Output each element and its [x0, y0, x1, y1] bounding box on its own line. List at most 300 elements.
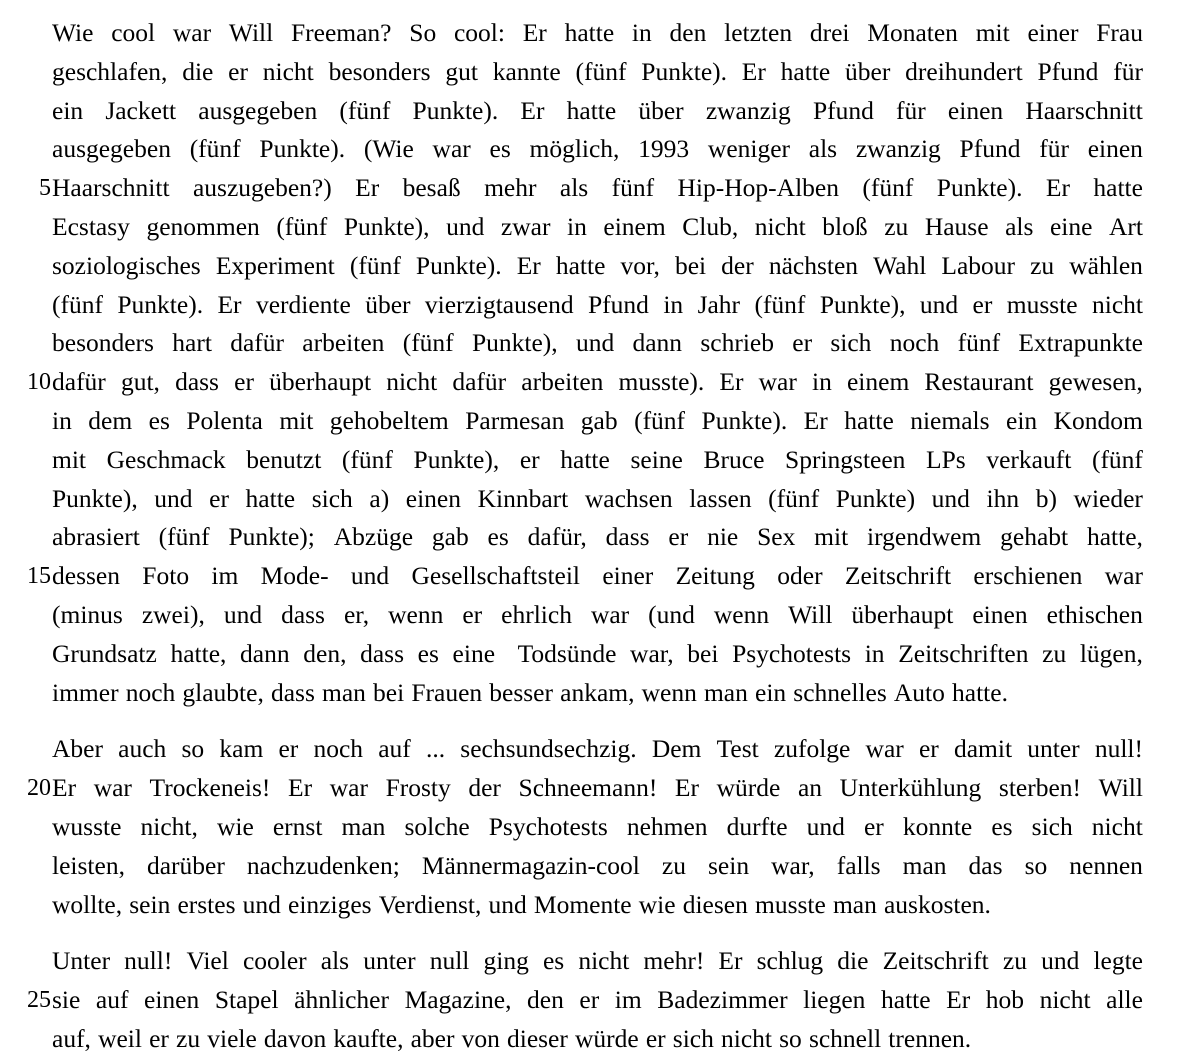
- word: sein: [129, 889, 171, 919]
- word: (Wie: [363, 134, 414, 164]
- word: null: [429, 946, 470, 976]
- word: in: [631, 18, 652, 47]
- word: (fünf: [1091, 444, 1143, 474]
- word: einziges: [288, 889, 372, 919]
- word: damit: [953, 734, 1013, 764]
- line-text: [52, 886, 1143, 925]
- word: Frau: [1096, 18, 1143, 47]
- word: dass: [360, 638, 405, 668]
- word: Mode-: [260, 561, 329, 591]
- word: abrasiert: [52, 522, 140, 552]
- word: besaß: [402, 173, 461, 203]
- word: wie: [638, 889, 676, 919]
- word: Schneemann!: [518, 773, 658, 803]
- word: nicht: [386, 367, 438, 397]
- word: (fünf: [276, 211, 328, 241]
- text-line: [22, 324, 1143, 363]
- word: kaufte,: [333, 1023, 404, 1053]
- word: mehr: [484, 173, 537, 203]
- word: ankam,: [560, 677, 635, 707]
- word: dann: [632, 328, 683, 358]
- word: (fünf: [754, 289, 806, 319]
- word: Viel: [186, 946, 229, 976]
- word: und: [575, 328, 615, 358]
- word: durfte: [726, 811, 788, 841]
- text-line: [22, 130, 1143, 169]
- word: nicht: [1091, 811, 1143, 841]
- text-line: [22, 92, 1143, 131]
- word: (fünf: [634, 405, 686, 435]
- word: im: [211, 561, 239, 591]
- word: so: [1024, 850, 1048, 880]
- word: es: [991, 811, 1013, 841]
- word: benutzt: [246, 444, 322, 474]
- line-text: [52, 286, 1143, 325]
- word: Psychotests: [732, 638, 852, 668]
- word: Stapel: [214, 985, 279, 1015]
- word: Frosty: [385, 773, 451, 803]
- word: Er: [520, 95, 545, 125]
- word: (fünf: [768, 483, 820, 513]
- word: legte: [1093, 946, 1143, 976]
- word: er: [519, 444, 540, 474]
- word: Psychotests: [488, 811, 608, 841]
- word: Zeitschrift: [882, 946, 989, 976]
- line-text: [52, 730, 1143, 769]
- line-number: 25: [27, 987, 51, 1014]
- word: bei: [687, 638, 719, 668]
- word: Will: [228, 18, 274, 47]
- word: gab: [431, 522, 469, 552]
- word: dieser: [506, 1023, 568, 1053]
- word: hatte: [566, 95, 617, 125]
- line-text: [52, 1020, 1143, 1059]
- word: war: [172, 18, 212, 47]
- word: das: [968, 850, 1003, 880]
- word: war: [865, 734, 904, 764]
- line-text: [52, 53, 1143, 92]
- line-number: 20: [27, 775, 51, 802]
- word: er: [462, 599, 483, 629]
- word: noch: [889, 328, 940, 358]
- word: Restaurant: [924, 367, 1034, 397]
- line-text: [52, 518, 1143, 557]
- word: Kondom: [1053, 405, 1143, 435]
- word: dass: [281, 599, 325, 629]
- word: Punkte).: [415, 250, 502, 280]
- line-text: [52, 847, 1143, 886]
- word: (fünf: [349, 250, 401, 280]
- word: besser: [489, 677, 553, 707]
- line-number: 5: [39, 175, 51, 202]
- word: war: [329, 773, 368, 803]
- word: wenn: [641, 677, 697, 707]
- word: zwanzig: [705, 95, 791, 125]
- word: einen: [947, 95, 1004, 125]
- word: Wie: [52, 18, 94, 47]
- word: sechsundsechzig.: [460, 734, 637, 764]
- word: Springsteen: [785, 444, 906, 474]
- word: den: [527, 985, 564, 1015]
- word: wenn: [388, 599, 444, 629]
- text-line: [22, 769, 1143, 808]
- word: Punkte).: [259, 134, 346, 164]
- word: bei: [373, 677, 405, 707]
- word: einem: [603, 211, 666, 241]
- word: dreihundert: [905, 56, 1023, 86]
- word: Polenta: [186, 405, 263, 435]
- text-line: [22, 53, 1143, 92]
- word: Punkte),: [819, 289, 906, 319]
- word: war: [758, 367, 797, 397]
- word: und: [919, 289, 959, 319]
- word: und: [488, 889, 527, 919]
- word: man: [832, 889, 877, 919]
- word: kam: [219, 734, 264, 764]
- word: hatte: [881, 985, 931, 1015]
- line-text: [52, 981, 1143, 1020]
- word: vierzigtausend: [424, 289, 574, 319]
- word: würde: [575, 1023, 639, 1053]
- word: trennen.: [888, 1023, 972, 1053]
- word: hatte.: [952, 677, 1008, 707]
- paragraph: [22, 730, 1143, 924]
- word: ihn: [986, 483, 1020, 513]
- line-text: [52, 169, 1143, 208]
- word: dessen: [52, 561, 120, 591]
- word: so: [779, 1023, 802, 1053]
- word: Punkte): [835, 483, 916, 513]
- text-line: [22, 981, 1143, 1020]
- word: lügen,: [1079, 638, 1143, 668]
- word: (fünf: [52, 289, 103, 319]
- word: Er: [516, 250, 541, 280]
- word: lassen: [689, 483, 752, 513]
- word: einen: [405, 483, 462, 513]
- word: erschienen: [973, 561, 1083, 591]
- word: erstes: [177, 889, 236, 919]
- word: nicht: [1039, 985, 1091, 1015]
- word: (fünf: [341, 444, 393, 474]
- word: gab: [580, 405, 618, 435]
- word: sich: [830, 328, 872, 358]
- word: fünf: [611, 173, 655, 203]
- word: zu: [661, 850, 686, 880]
- word: kannte: [492, 56, 561, 86]
- word: musste: [1006, 289, 1078, 319]
- word: auskosten.: [883, 889, 991, 919]
- word: Punkte).: [641, 56, 727, 86]
- word: ein: [755, 677, 787, 707]
- word: Momente: [533, 889, 632, 919]
- word: ein: [1006, 405, 1038, 435]
- word: hob: [985, 985, 1025, 1015]
- word: arbeiten: [302, 328, 385, 358]
- word: hatte,: [170, 638, 227, 668]
- word: diesen: [682, 889, 748, 919]
- word: verkauft: [986, 444, 1072, 474]
- paragraph: [22, 942, 1143, 1058]
- word: Labour: [941, 250, 1016, 280]
- word: er: [972, 289, 993, 319]
- word: ethischen: [1046, 599, 1143, 629]
- word: a): [369, 483, 390, 513]
- word: wie: [216, 811, 254, 841]
- word: falls: [836, 850, 881, 880]
- word: fünf: [957, 328, 1001, 358]
- word: Er: [718, 946, 743, 976]
- word: Hause: [924, 211, 989, 241]
- word: drei: [809, 18, 850, 47]
- word: er: [792, 328, 813, 358]
- text-line: [22, 730, 1143, 769]
- word: Verdienst,: [378, 889, 482, 919]
- word: hatte: [560, 444, 610, 474]
- word: er: [863, 811, 884, 841]
- line-text: [52, 557, 1143, 596]
- word: Badezimmer: [657, 985, 788, 1015]
- word: Punkte),: [413, 444, 500, 474]
- word: Unter: [52, 946, 111, 976]
- word: noch: [125, 677, 176, 707]
- word: (minus: [52, 599, 123, 629]
- word: gut: [445, 56, 478, 86]
- word: für: [1039, 134, 1069, 164]
- word: es: [148, 405, 170, 435]
- word: weniger: [707, 134, 791, 164]
- word: einer: [1027, 18, 1079, 47]
- word: null!: [1094, 734, 1143, 764]
- word: ehrlich: [501, 599, 572, 629]
- word: arbeiten: [521, 367, 604, 397]
- word: (fünf: [339, 95, 391, 125]
- word: so: [181, 734, 205, 764]
- word: zu: [176, 1023, 201, 1053]
- text-line: [22, 886, 1143, 925]
- word: dafür: [52, 367, 106, 397]
- word: irgendwem: [867, 522, 982, 552]
- word: dass: [605, 522, 650, 552]
- word: und: [350, 561, 390, 591]
- word: nicht: [721, 1023, 772, 1053]
- word: Ecstasy: [52, 211, 130, 241]
- word: Freeman?: [290, 18, 392, 47]
- word: sich: [672, 1023, 714, 1053]
- word: Pfund: [588, 289, 649, 319]
- word: davon: [263, 1023, 327, 1053]
- word: gewesen,: [1048, 367, 1143, 397]
- text-line: [22, 518, 1143, 557]
- word: er: [918, 734, 939, 764]
- word: Männermagazin-cool: [421, 850, 640, 880]
- word: dem: [88, 405, 133, 435]
- paragraph: [22, 14, 1143, 712]
- word: sein: [708, 850, 750, 880]
- line-text: [52, 942, 1143, 981]
- word: Haarschnitt: [52, 173, 170, 203]
- word: er: [149, 1023, 169, 1053]
- word: genommen: [146, 211, 260, 241]
- word: er: [278, 734, 299, 764]
- word: Pfund: [959, 134, 1021, 164]
- word: von: [461, 1023, 500, 1053]
- word: hatte,: [1086, 522, 1143, 552]
- word: dafür: [230, 328, 285, 358]
- word: er: [209, 483, 229, 513]
- word: Er: [522, 18, 547, 47]
- word: unter: [363, 946, 416, 976]
- word: Abzüge: [333, 522, 414, 552]
- word: hart: [172, 328, 212, 358]
- word: niemals: [910, 405, 990, 435]
- word: Haarschnitt: [1025, 95, 1143, 125]
- word: war,: [771, 850, 815, 880]
- word: hatte: [245, 483, 296, 513]
- text-line: [22, 847, 1143, 886]
- word: zu: [1002, 946, 1027, 976]
- word: unter: [1027, 734, 1080, 764]
- word: gehobeltem: [329, 405, 449, 435]
- word: als: [559, 173, 589, 203]
- word: und: [154, 483, 193, 513]
- word: er: [234, 367, 254, 397]
- word: Aber: [52, 734, 103, 764]
- word: schnell: [808, 1023, 882, 1053]
- word: die: [182, 56, 214, 86]
- word: man: [902, 850, 947, 880]
- word: Punkte).: [936, 173, 1023, 203]
- word: vor,: [620, 250, 660, 280]
- text-line: [22, 14, 1143, 53]
- word: dann: [240, 638, 290, 668]
- word: und: [1041, 946, 1080, 976]
- word: Zeitschrift: [844, 561, 952, 591]
- word: wieder: [1073, 483, 1143, 513]
- word: über: [638, 95, 684, 125]
- line-text: [52, 14, 1143, 53]
- word: in: [811, 367, 832, 397]
- line-text: [52, 808, 1143, 847]
- word: als: [1005, 211, 1034, 241]
- word: er: [579, 985, 600, 1015]
- text-line: [22, 247, 1143, 286]
- word: als: [320, 946, 350, 976]
- word: auszugeben?): [192, 173, 332, 203]
- line-number: 10: [27, 369, 51, 396]
- word: hatte: [1093, 173, 1143, 203]
- word: Magazine,: [404, 985, 512, 1015]
- word: nicht: [578, 946, 630, 976]
- word: (und: [648, 599, 695, 629]
- word: eine: [452, 638, 496, 668]
- word: auch: [118, 734, 167, 764]
- text-line: [22, 808, 1143, 847]
- word: auf: [95, 985, 129, 1015]
- word: LPs: [926, 444, 966, 474]
- word: solche: [404, 811, 470, 841]
- word: und: [223, 599, 263, 629]
- word: alle: [1106, 985, 1143, 1015]
- word: glaubte,: [182, 677, 264, 707]
- word: Punkte),: [343, 211, 430, 241]
- line-text: [52, 247, 1143, 286]
- word: (fünf: [862, 173, 914, 203]
- line-text: [52, 92, 1143, 131]
- word: Extrapunkte: [1018, 328, 1143, 358]
- word: der: [468, 773, 501, 803]
- word: zu: [1030, 250, 1055, 280]
- word: dafür,: [527, 522, 587, 552]
- line-text: [52, 674, 1143, 713]
- word: mehr!: [643, 946, 705, 976]
- line-text: [52, 596, 1143, 635]
- word: Wahl: [873, 250, 927, 280]
- word: Unterkühlung: [839, 773, 982, 803]
- word: ...: [425, 734, 446, 764]
- word: war: [432, 134, 471, 164]
- word: Foto: [142, 561, 190, 591]
- word: es: [487, 522, 509, 552]
- word: einen: [1087, 134, 1143, 164]
- word: zufolge: [773, 734, 851, 764]
- word: sich: [311, 483, 353, 513]
- word: hatte: [780, 56, 831, 86]
- word: einer: [602, 561, 654, 591]
- word: Grundsatz: [52, 638, 157, 668]
- word: Todsünde: [517, 638, 617, 668]
- word: auf,: [52, 1023, 91, 1053]
- word: man: [322, 677, 366, 707]
- word: Punkte);: [228, 522, 315, 552]
- word: es: [417, 638, 439, 668]
- word: sich: [1031, 811, 1073, 841]
- word: 1993: [638, 134, 690, 164]
- word: für: [896, 95, 926, 125]
- text-line: [22, 596, 1143, 635]
- word: noch: [313, 734, 364, 764]
- word: Er: [946, 985, 971, 1015]
- word: Er: [355, 173, 380, 203]
- word: Er: [52, 773, 77, 803]
- word: ausgegeben: [198, 95, 318, 125]
- word: (fünf: [189, 134, 241, 164]
- word: ähnlicher: [294, 985, 389, 1015]
- word: besonders: [52, 328, 154, 358]
- word: zwar: [500, 211, 551, 241]
- word: in: [52, 405, 72, 435]
- word: darüber: [146, 850, 225, 880]
- word: soziologisches: [52, 250, 201, 280]
- word: über: [845, 56, 891, 86]
- text-line: [22, 208, 1143, 247]
- word: war: [93, 773, 132, 803]
- word: cool: [111, 18, 156, 47]
- word: So: [409, 18, 437, 47]
- text-line: [22, 674, 1143, 713]
- word: wachsen: [584, 483, 673, 513]
- word: Dem: [651, 734, 702, 764]
- word: zwei),: [141, 599, 205, 629]
- word: war: [590, 599, 630, 629]
- word: Jahr: [697, 289, 741, 319]
- word: in: [566, 211, 587, 241]
- word: und: [931, 483, 970, 513]
- word: im: [614, 985, 642, 1015]
- word: viele: [207, 1023, 257, 1053]
- word: Er: [1045, 173, 1070, 203]
- word: war,: [630, 638, 674, 668]
- word: oder: [777, 561, 823, 591]
